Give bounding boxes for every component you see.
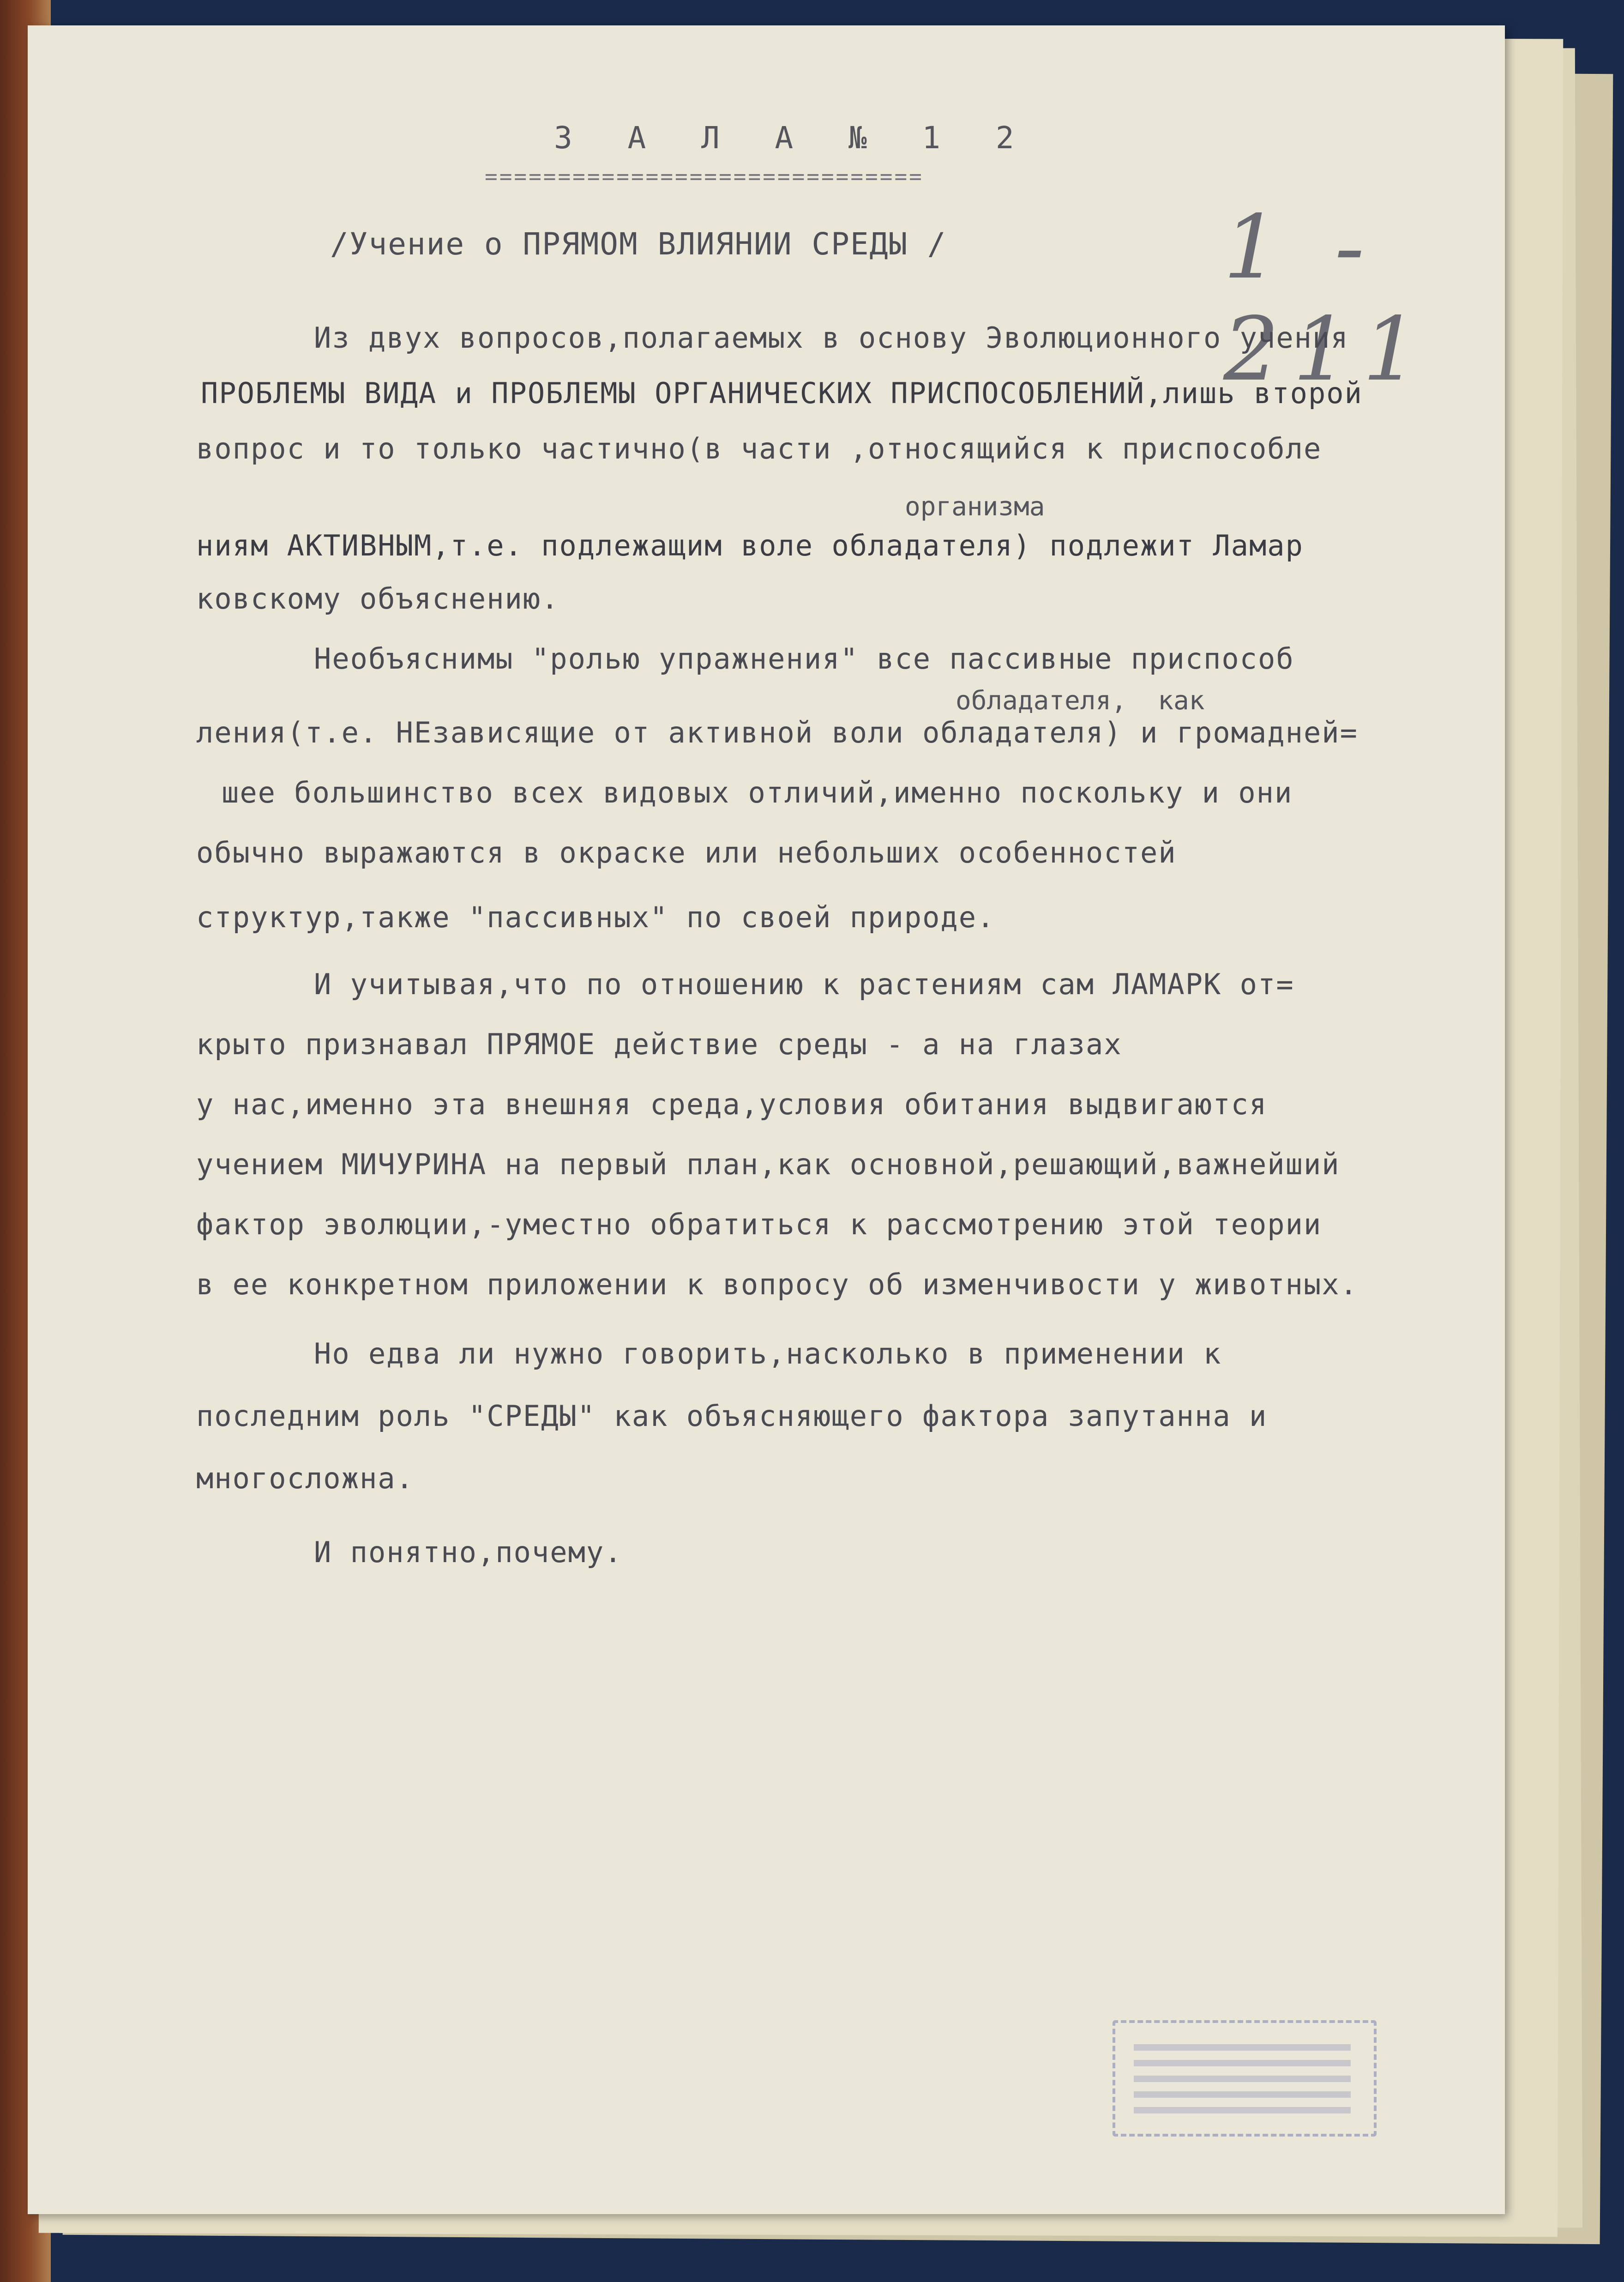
text-line: многосложна.: [196, 1461, 414, 1495]
text-line: ниям АКТИВНЫМ,т.е. подлежащим воле обладателя) подлежит Ламар: [196, 529, 1304, 562]
text-line: Из двух вопросов,полагаемых в основу Эволюционного учения: [314, 321, 1349, 355]
text-line: вопрос и то только частично(в части ,относящийся к приспособле: [196, 432, 1322, 465]
text-line: ковскому объяснению.: [196, 582, 559, 616]
interlinear-insert: обладателя, как: [956, 686, 1205, 716]
text-line: в ее конкретном приложении к вопросу об изменчивости у животных.: [196, 1268, 1358, 1301]
archive-stamp: [1113, 2020, 1377, 2137]
text-line: фактор эволюции,-уместно обратиться к рассмотрению этой теории: [196, 1207, 1322, 1241]
title-underline: ==============================: [485, 164, 924, 189]
text-line: И учитывая,что по отношению к растениям сам ЛАМАРК от=: [314, 967, 1294, 1001]
handwritten-folio-number: 1 - 211: [1223, 196, 1432, 400]
text-line: Но едва ли нужно говорить,насколько в применении к: [314, 1337, 1222, 1370]
archive-stamp-lines: [1134, 2040, 1351, 2113]
text-line: у нас,именно эта внешняя среда,условия обитания выдвигаются: [196, 1087, 1268, 1121]
document-page: [28, 25, 1505, 2214]
text-line: крыто признавал ПРЯМОЕ действие среды - а на глазах: [196, 1027, 1122, 1061]
text-line: шее большинство всех видовых отличий,именно поскольку и они: [222, 776, 1293, 809]
text-line: ления(т.е. НЕзависящие от активной воли обладателя) и громадней=: [196, 716, 1358, 749]
text-line: обычно выражаются в окраске или небольших особенностей: [196, 836, 1177, 869]
text-line: структур,также "пассивных" по своей природе.: [196, 900, 995, 934]
text-line: учением МИЧУРИНА на первый план,как основной,решающий,важнейший: [196, 1147, 1340, 1181]
text-line: И понятно,почему.: [314, 1535, 623, 1569]
text-line: ПРОБЛЕМЫ ВИДА и ПРОБЛЕМЫ ОРГАНИЧЕСКИХ ПРИСПОСОБЛЕНИЙ,лишь второй: [201, 376, 1363, 410]
document-subtitle: /Учение о ПРЯМОМ ВЛИЯНИИ СРЕДЫ /: [330, 226, 947, 262]
document-title: З А Л А № 1 2: [554, 120, 1033, 156]
text-line: Необъяснимы "ролью упражнения" все пассивные приспособ: [314, 642, 1294, 676]
text-line: последним роль "СРЕДЫ" как объясняющего фактора запутанна и: [196, 1399, 1268, 1433]
interlinear-insert: организма: [905, 492, 1045, 522]
